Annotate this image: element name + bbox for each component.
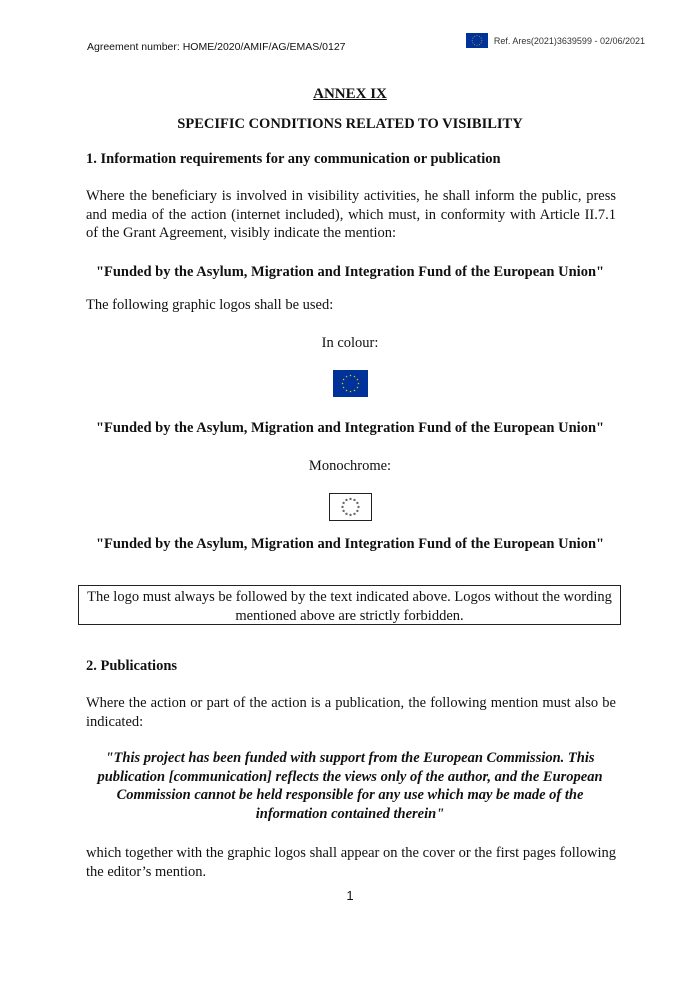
- section2-paragraph: Where the action or part of the action is a publication, the following mention must also be indicated:: [86, 695, 616, 730]
- monochrome-label: Monochrome:: [308, 458, 392, 474]
- section2-closing: which together with the graphic logos shall appear on the cover or the first pages following the editor’s mention.: [86, 845, 616, 880]
- logo-notice-text: The logo must always be followed by the text indicated above. Logos without the wording mentioned above are strictly forbidden.: [87, 589, 612, 624]
- eu-flag-monochrome-icon: [329, 493, 372, 521]
- logo-notice-box: [78, 585, 621, 625]
- section1-heading: 1. Information requirements for any communication or publication: [86, 151, 501, 167]
- agreement-number: Agreement number: HOME/2020/AMIF/AG/EMAS/0127: [87, 41, 346, 53]
- document-subtitle: SPECIFIC CONDITIONS RELATED TO VISIBILITY: [177, 116, 523, 132]
- ref-stamp: [466, 33, 645, 48]
- logos-intro: The following graphic logos shall be used:: [86, 297, 334, 313]
- eu-flag-icon: [466, 33, 488, 48]
- page-number: 1: [346, 888, 354, 903]
- section2-heading: 2. Publications: [86, 658, 178, 674]
- colour-logo: [0, 370, 700, 397]
- ref-text: Ref. Ares(2021)3639599 - 02/06/2021: [493, 35, 645, 46]
- monochrome-logo: [0, 493, 700, 521]
- funded-mention-3: "Funded by the Asylum, Migration and Integration Fund of the European Union": [95, 536, 605, 552]
- disclaimer-quote: "This project has been funded with support from the European Commission. This publication [communication] reflects the views only of the author, and the European Commission cannot be held responsible for any use which may be made of the information contained therein": [97, 750, 603, 822]
- in-colour-label: In colour:: [321, 335, 379, 351]
- annex-title: ANNEX IX: [313, 86, 387, 102]
- section1-paragraph: Where the beneficiary is involved in visibility activities, he shall inform the public, press and media of the action (internet included), which must, in conformity with Article II.7.1 of the Grant Agreement, visibly indicate the mention:: [86, 188, 616, 241]
- eu-flag-colour-icon: [333, 370, 368, 397]
- funded-mention-1: "Funded by the Asylum, Migration and Integration Fund of the European Union": [95, 264, 605, 280]
- funded-mention-2: "Funded by the Asylum, Migration and Integration Fund of the European Union": [95, 420, 605, 436]
